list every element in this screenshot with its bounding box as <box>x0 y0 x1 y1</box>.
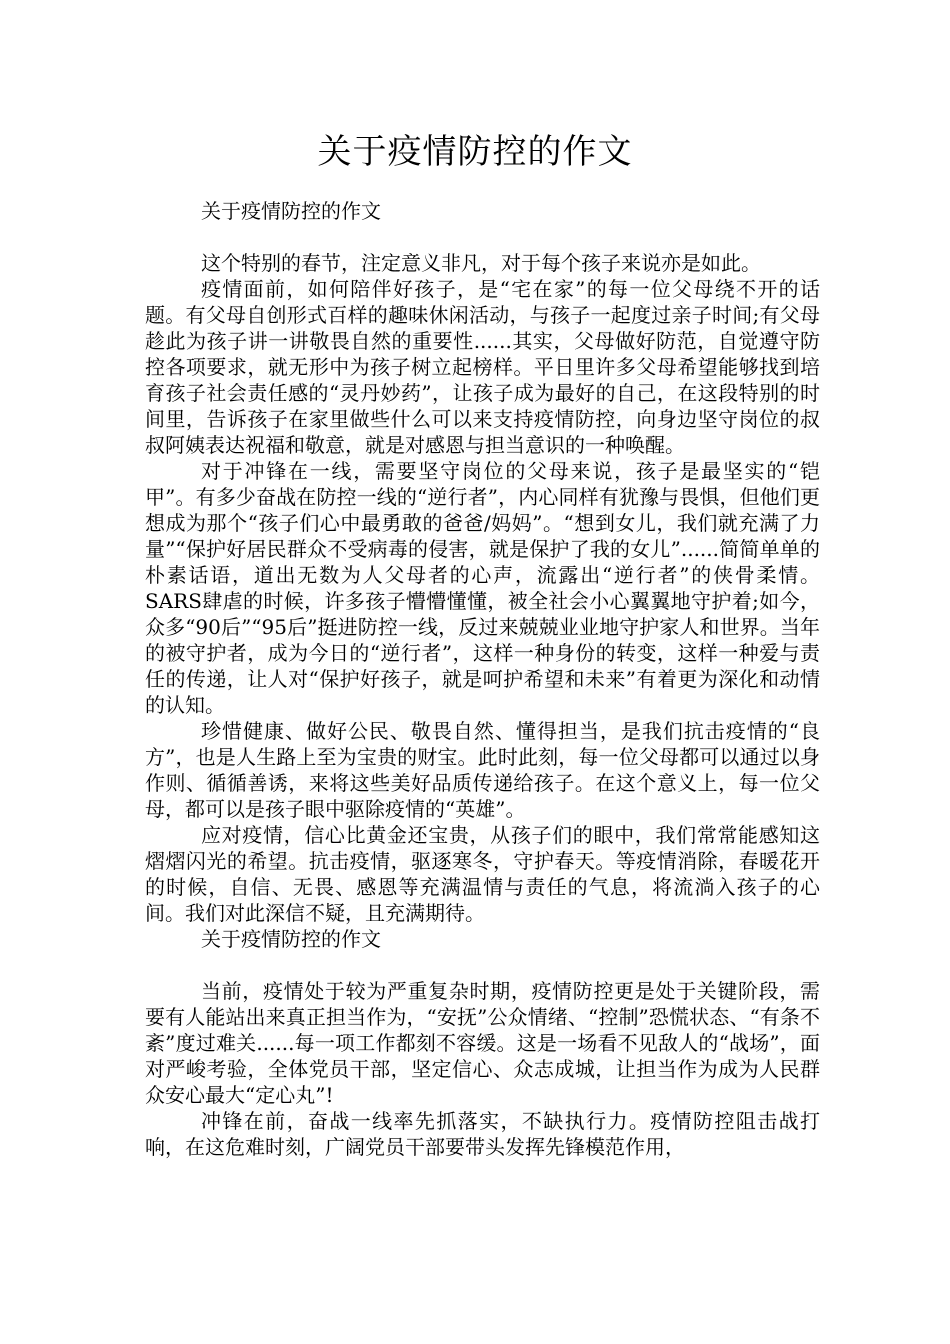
blank-line <box>145 224 820 250</box>
body-paragraph: 当前，疫情处于较为严重复杂时期，疫情防控更是处于关键阶段，需要有人能站出来真正担当作为，“安抚”公众情绪、“控制”恐慌状态、“有条不紊”度过难关......每一项工作都刻不容缓。这是一场看不见敌人的“战场”，面对严峻考验，全体党员干部，坚定信心、众志成城，让担当作为成为人民群众安心最大“定心丸”! <box>145 979 820 1107</box>
subtitle-paragraph: 关于疫情防控的作文 <box>201 199 381 223</box>
subtitle-paragraph: 关于疫情防控的作文 <box>201 927 381 951</box>
body-paragraph: 应对疫情，信心比黄金还宝贵，从孩子们的眼中，我们常常能感知这熠熠闪光的希望。抗击疫情，驱逐寒冬，守护春天。等疫情消除，春暖花开的时候，自信、无畏、感恩等充满温情与责任的气息，将流淌入孩子的心间。我们对此深信不疑，且充满期待。 <box>145 823 820 925</box>
body-paragraph: 珍惜健康、做好公民、敬畏自然、懂得担当，是我们抗击疫情的“良方”，也是人生路上至为宝贵的财宝。此时此刻，每一位父母都可以通过以身作则、循循善诱，来将这些美好品质传递给孩子。在这个意义上，每一位父母，都可以是孩子眼中驱除疫情的“英雄”。 <box>145 719 820 821</box>
blank-line <box>145 952 820 978</box>
body-paragraph: 冲锋在前，奋战一线率先抓落实，不缺执行力。疫情防控阻击战打响，在这危难时刻，广阔党员干部要带头发挥先锋模范作用， <box>145 1109 820 1159</box>
body-paragraph: 对于冲锋在一线，需要坚守岗位的父母来说，孩子是最坚实的“铠甲”。有多少奋战在防控一线的“逆行者”，内心同样有犹豫与畏惧，但他们更想成为那个“孩子们心中最勇敢的爸爸/妈妈”。“想到女儿，我们就充满了力量”“保护好居民群众不受病毒的侵害，就是保护了我的女儿”......简简单单的朴素话语，道出无数为人父母者的心声，流露出“逆行者”的侠骨柔情。SARS肆虐的时候，许多孩子懵懵懂懂，被全社会小心翼翼地守护着;如今，众多“90后”“95后”挺进防控一线，反过来兢兢业业地守护家人和世界。当年的被守护者，成为今日的“逆行者”，这样一种身份的转变，这样一种爱与责任的传递，让人对“保护好孩子，就是呵护希望和未来”有着更为深化和动情的认知。 <box>145 459 820 717</box>
body-paragraph: 疫情面前，如何陪伴好孩子，是“宅在家”的每一位父母绕不开的话题。有父母自创形式百样的趣味休闲活动，与孩子一起度过亲子时间;有父母趁此为孩子讲一讲敬畏自然的重要性......其实，父母做好防范，自觉遵守防控各项要求，就无形中为孩子树立起榜样。平日里许多父母希望能够找到培育孩子社会责任感的“灵丹妙药”，让孩子成为最好的自己，在这段特别的时间里，告诉孩子在家里做些什么可以来支持疫情防控，向身边坚守岗位的叔叔阿姨表达祝福和敬意，就是对感恩与担当意识的一种唤醒。 <box>145 277 820 457</box>
body-paragraph: 这个特别的春节，注定意义非凡，对于每个孩子来说亦是如此。 <box>201 251 761 275</box>
document-body <box>145 198 820 1160</box>
document-title: 关于疫情防控的作文 <box>317 132 633 172</box>
